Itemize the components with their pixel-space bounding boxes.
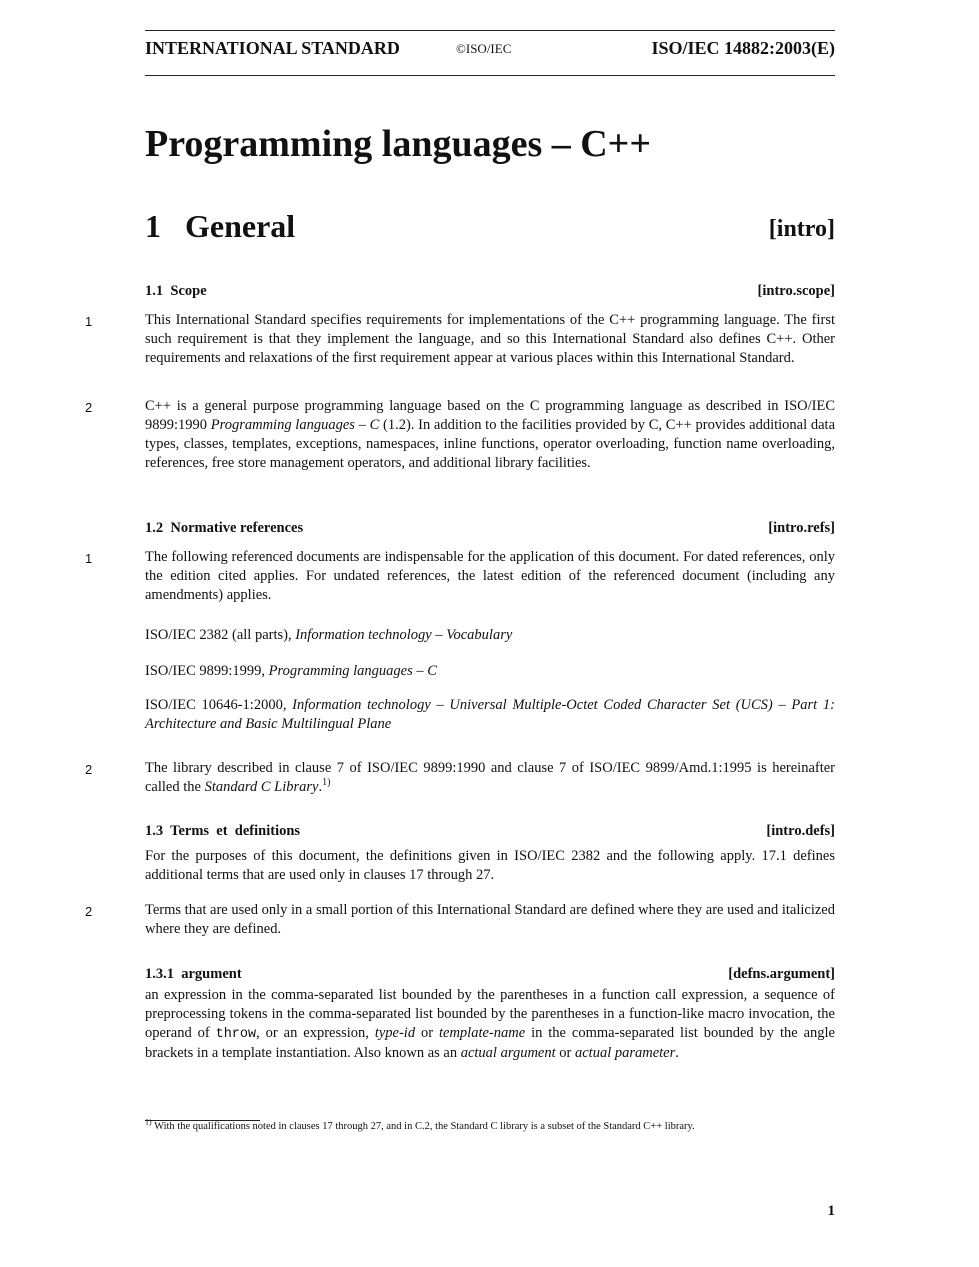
text-run: or — [555, 1045, 575, 1061]
clause-number: 1 — [145, 208, 161, 244]
italic-run: Programming languages – C — [210, 417, 380, 433]
italic-run: type-id — [374, 1025, 416, 1041]
italic-run: Information technology – Universal Multiple-Octet Coded Character Set (UCS) – Part 1: Architecture and Basic Multilingual Plane — [145, 697, 835, 732]
section-ref: [defns.argument] — [728, 966, 835, 982]
clause-ref: [intro] — [768, 216, 835, 242]
text-run: (1.2). In addition to the facilities provided by C, C++ provides additional data types, classes, templates, exceptions, namespaces, inline functions, operator overloading, function name overloading, references, free store management operators, and additional library facilities. — [145, 417, 836, 471]
section-heading-scope — [145, 283, 835, 301]
text-run: C++ is a general purpose programming language based on the C programming language as described in ISO/IEC 9899:1990 — [145, 398, 835, 433]
header-bottom-rule — [145, 75, 835, 76]
header-standard-type: INTERNATIONAL STANDARD — [145, 38, 400, 58]
text-run: . — [318, 779, 323, 795]
text-run: The library described in clause 7 of ISO/IEC 9899:1990 and clause 7 of ISO/IEC 9899/Amd.1:1995 is hereinafter called the — [145, 760, 835, 795]
footnote — [145, 1117, 835, 1132]
section-heading-normative-references — [145, 520, 835, 538]
text-run: ISO/IEC 2382 (all parts), — [145, 627, 296, 643]
scope-paragraph-2 — [145, 397, 835, 473]
section-label: 1.1 Scope — [145, 283, 207, 299]
text-run: ISO/IEC 9899:1999, — [145, 663, 269, 679]
text-run: , or an expression, — [256, 1025, 375, 1041]
italic-run: Programming languages – C — [268, 663, 437, 679]
text-run: ISO/IEC 10646-1:2000, — [145, 697, 293, 713]
paragraph-number: 1 — [85, 551, 93, 566]
reference-item — [145, 626, 835, 645]
clause-title: General — [185, 208, 296, 244]
section-ref: [intro.scope] — [757, 283, 835, 299]
text-run: . — [675, 1045, 679, 1061]
references-paragraph-2 — [145, 759, 835, 797]
header-top-rule — [145, 30, 835, 31]
reference-item — [145, 662, 835, 681]
text-run: an expression in the comma-separated list bounded by the parentheses in a function call expression, a sequence of preprocessing tokens in the comma-separated list bounded by the parentheses in a function-like macro invocation, the operand of — [145, 987, 835, 1041]
header-copyright: ©ISO/IEC — [456, 41, 512, 56]
paragraph-number: 1 — [85, 314, 93, 329]
text-run: in the comma-separated list bounded by the angle brackets in a template instantiation. Also known as an — [145, 1025, 835, 1061]
italic-run: actual argument — [460, 1045, 556, 1061]
italic-run: actual parameter — [574, 1045, 676, 1061]
code-keyword: throw — [215, 1027, 257, 1042]
section-label: 1.3 Terms et definitions — [145, 823, 301, 839]
italic-run: Information technology – Vocabulary — [295, 627, 513, 643]
italic-run: template-name — [438, 1025, 526, 1041]
section-ref: [intro.refs] — [768, 520, 835, 536]
section-ref: [intro.defs] — [766, 823, 835, 839]
footnote-mark: 1) — [145, 1117, 152, 1127]
italic-run: Standard C Library — [204, 779, 319, 795]
reference-item — [145, 696, 835, 734]
paragraph-number: 2 — [85, 762, 93, 777]
document-title: Programming languages – C++ — [145, 123, 651, 165]
section-label: 1.3.1 argument — [145, 966, 242, 982]
section-heading-terms-definitions — [145, 823, 835, 841]
paragraph-number: 2 — [85, 400, 93, 415]
references-paragraph-1: The following referenced documents are indispensable for the application of this document. For dated references, only the edition cited applies. For undated references, the latest edition of the referenced document (including any amendments) applies. — [145, 549, 835, 603]
definitions-paragraph-1: For the purposes of this document, the definitions given in ISO/IEC 2382 and the following apply. 17.1 defines additional terms that are used only in clauses 17 through 27. — [145, 848, 835, 883]
section-label: 1.2 Normative references — [145, 520, 304, 536]
argument-definition — [145, 986, 835, 1063]
section-heading-argument — [145, 966, 835, 984]
footnote-text: With the qualifications noted in clauses 17 through 27, and in C.2, the Standard C library is a subset of the Standard C++ library. — [154, 1121, 695, 1132]
text-run: or — [415, 1025, 439, 1041]
definitions-paragraph-2: Terms that are used only in a small portion of this International Standard are defined where they are used and italicized where they are defined. — [145, 902, 835, 937]
page-number: 1 — [827, 1203, 835, 1219]
header-document-id: ISO/IEC 14882:2003(E) — [651, 38, 835, 58]
paragraph-number: 2 — [85, 904, 93, 919]
scope-paragraph-1: This International Standard specifies requirements for implementations of the C++ programming language. The first such requirement is that they implement the language, and so this International Standard also defines C++. Other requirements and relaxations of the first requirement appear at various places within this International Standard. — [145, 312, 835, 366]
running-header — [145, 38, 835, 62]
footnote-ref[interactable]: 1) — [322, 777, 331, 789]
